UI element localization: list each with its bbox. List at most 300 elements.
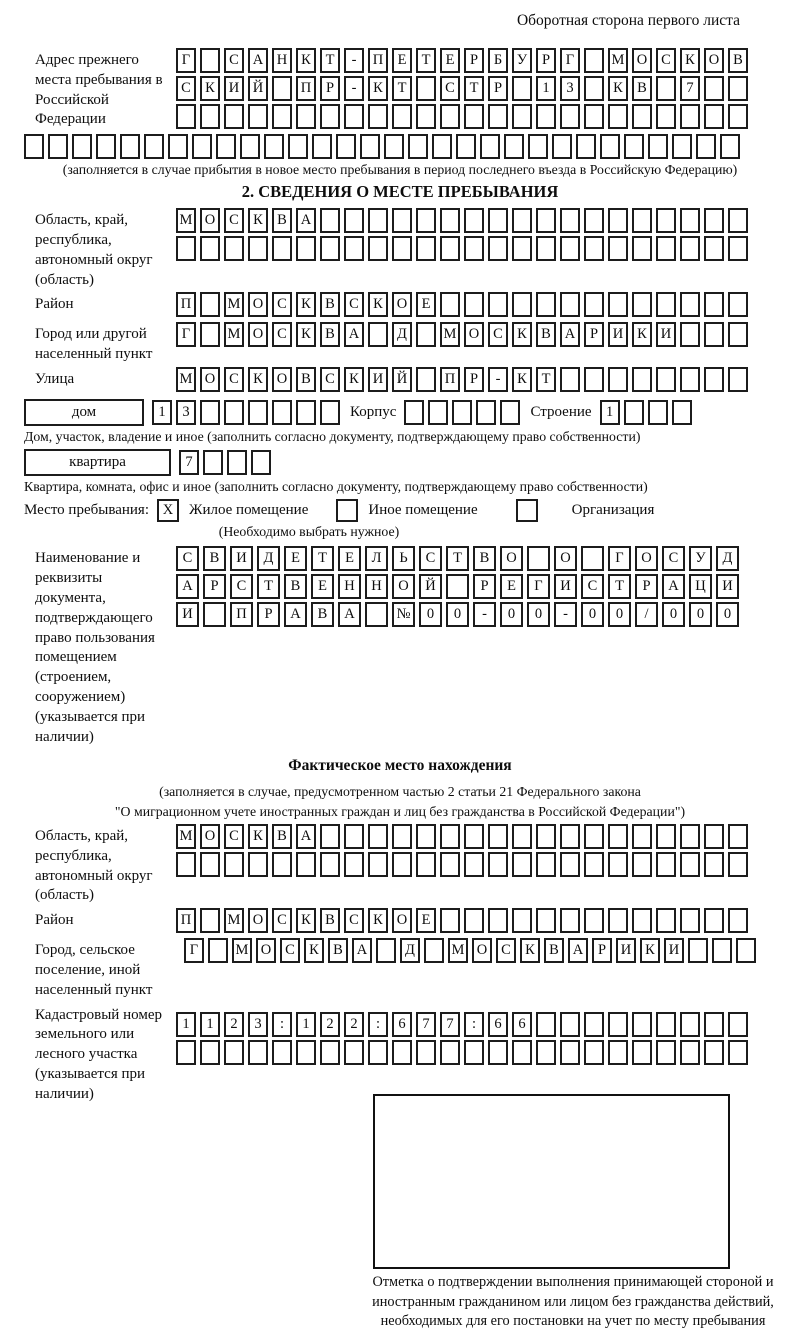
char-box: В <box>320 292 340 317</box>
char-box <box>248 400 268 425</box>
char-box: 7 <box>440 1012 460 1037</box>
char-box <box>488 908 508 933</box>
char-box: О <box>464 322 484 347</box>
char-box <box>560 208 580 233</box>
char-box: П <box>368 48 388 73</box>
char-box: - <box>554 602 577 627</box>
house-cells <box>152 400 340 425</box>
char-box <box>536 236 556 261</box>
char-box <box>712 938 732 963</box>
char-box: В <box>632 76 652 101</box>
char-box: А <box>248 48 268 73</box>
char-box <box>432 134 452 159</box>
char-box: С <box>272 322 292 347</box>
char-box: Е <box>416 908 436 933</box>
char-box: С <box>224 208 244 233</box>
actual-region-label: Область, край, республика, автономный округ (область) <box>35 827 153 904</box>
document-row-2 <box>176 574 776 599</box>
char-box: Д <box>257 546 280 571</box>
char-box: О <box>200 367 220 392</box>
char-box <box>312 134 332 159</box>
char-box: К <box>248 208 268 233</box>
char-box: В <box>320 322 340 347</box>
char-box <box>320 852 340 877</box>
char-box: С <box>488 322 508 347</box>
char-box <box>720 134 740 159</box>
char-box: Г <box>176 322 196 347</box>
char-box: Г <box>527 574 550 599</box>
char-box <box>584 824 604 849</box>
char-box <box>560 908 580 933</box>
char-box: 0 <box>662 602 685 627</box>
char-box <box>320 236 340 261</box>
char-box: : <box>272 1012 292 1037</box>
char-box <box>656 908 676 933</box>
char-box <box>296 236 316 261</box>
char-box: К <box>368 908 388 933</box>
char-box <box>584 1040 604 1065</box>
char-box: В <box>272 208 292 233</box>
char-box <box>632 1040 652 1065</box>
char-box: К <box>296 48 316 73</box>
char-box: М <box>232 938 252 963</box>
char-box: С <box>419 546 442 571</box>
actual-region-row-2 <box>176 852 776 877</box>
char-box <box>203 450 223 475</box>
char-box <box>584 76 604 101</box>
char-box: Р <box>320 76 340 101</box>
char-box: Т <box>416 48 436 73</box>
char-box <box>404 400 424 425</box>
char-box <box>704 322 724 347</box>
char-box: Д <box>392 322 412 347</box>
char-box <box>200 236 220 261</box>
char-box: 0 <box>419 602 442 627</box>
char-box <box>416 852 436 877</box>
char-box <box>440 292 460 317</box>
street-label: Улица <box>35 371 75 388</box>
char-box <box>608 852 628 877</box>
char-box: П <box>176 292 196 317</box>
char-box <box>264 134 284 159</box>
char-box <box>296 852 316 877</box>
char-box: 1 <box>536 76 556 101</box>
prev-address-row-4 <box>24 134 776 159</box>
char-box <box>203 602 226 627</box>
char-box: И <box>656 322 676 347</box>
char-box: 0 <box>581 602 604 627</box>
stamp-caption: Отметка о подтверждении выполнения принимающей стороной и иностранным гражданином или лицом без гражданства действий, необходимых для его постановки на учет по месту пребывания <box>372 1274 774 1330</box>
char-box <box>360 134 380 159</box>
char-box: М <box>176 824 196 849</box>
char-box: Р <box>584 322 604 347</box>
char-box <box>608 292 628 317</box>
char-box <box>632 292 652 317</box>
char-box: К <box>296 322 316 347</box>
actual-city-row <box>184 938 756 963</box>
char-box <box>224 1040 244 1065</box>
region-label: Область, край, республика, автономный округ (область) <box>35 212 153 288</box>
char-box <box>584 908 604 933</box>
char-box <box>200 322 220 347</box>
char-box: - <box>344 76 364 101</box>
char-box <box>680 908 700 933</box>
char-box <box>240 134 260 159</box>
char-box: В <box>203 546 226 571</box>
checkbox-organization <box>516 499 538 522</box>
char-box <box>648 134 668 159</box>
stroenie-cells <box>600 400 692 425</box>
char-box: С <box>224 48 244 73</box>
option-other-premises-label: Иное помещение <box>368 502 478 519</box>
actual-location-note-2: "О миграционном учете иностранных граждан и лиц без гражданства в Российской Федерации") <box>114 803 686 819</box>
char-box <box>488 292 508 317</box>
document-block <box>24 546 776 747</box>
char-box: К <box>296 292 316 317</box>
street-block <box>24 367 776 395</box>
char-box <box>632 236 652 261</box>
char-box <box>464 292 484 317</box>
char-box <box>512 908 532 933</box>
region-row-1 <box>176 208 776 233</box>
char-box <box>512 292 532 317</box>
char-box: 1 <box>296 1012 316 1037</box>
char-box <box>476 400 496 425</box>
char-box <box>584 1012 604 1037</box>
char-box <box>656 208 676 233</box>
char-box: А <box>560 322 580 347</box>
char-box <box>365 602 388 627</box>
char-box <box>144 134 164 159</box>
char-box <box>440 908 460 933</box>
char-box <box>224 852 244 877</box>
char-box: Г <box>560 48 580 73</box>
char-box: П <box>440 367 460 392</box>
char-box: Н <box>365 574 388 599</box>
char-box: С <box>224 367 244 392</box>
char-box <box>176 1040 196 1065</box>
char-box <box>632 908 652 933</box>
char-box: П <box>230 602 253 627</box>
char-box: В <box>272 824 292 849</box>
city-block <box>24 322 776 365</box>
char-box <box>560 852 580 877</box>
char-box <box>728 1040 748 1065</box>
char-box: И <box>224 76 244 101</box>
actual-region-block <box>24 824 776 906</box>
char-box <box>296 104 316 129</box>
char-box: В <box>473 546 496 571</box>
char-box <box>272 236 292 261</box>
apartment-row <box>24 449 776 476</box>
char-box: 1 <box>176 1012 196 1037</box>
char-box: К <box>512 367 532 392</box>
char-box <box>248 1040 268 1065</box>
char-box <box>680 1040 700 1065</box>
char-box <box>680 367 700 392</box>
char-box: С <box>280 938 300 963</box>
char-box: Ц <box>689 574 712 599</box>
char-box: К <box>640 938 660 963</box>
char-box <box>368 322 388 347</box>
option-residential-label: Жилое помещение <box>189 502 309 519</box>
char-box <box>728 322 748 347</box>
char-box <box>272 400 292 425</box>
char-box <box>440 1040 460 1065</box>
char-box <box>656 236 676 261</box>
char-box <box>464 236 484 261</box>
char-box: М <box>608 48 628 73</box>
char-box: Е <box>338 546 361 571</box>
char-box <box>192 134 212 159</box>
document-row-1 <box>176 546 776 571</box>
char-box <box>272 76 292 101</box>
stroenie-label: Строение <box>530 404 592 421</box>
char-box: Т <box>392 76 412 101</box>
char-box: 0 <box>527 602 550 627</box>
char-box <box>416 208 436 233</box>
char-box: О <box>632 48 652 73</box>
char-box <box>224 400 244 425</box>
char-box: К <box>680 48 700 73</box>
char-box: Д <box>716 546 739 571</box>
char-box <box>656 367 676 392</box>
char-box <box>728 1012 748 1037</box>
prev-address-note: (заполняется в случае прибытия в новое место пребывания в период последнего въезда в Российскую Федерацию) <box>62 162 738 177</box>
prev-address-block <box>24 48 776 132</box>
char-box: О <box>392 574 415 599</box>
char-box <box>704 76 724 101</box>
char-box: 0 <box>716 602 739 627</box>
char-box <box>584 48 604 73</box>
char-box <box>704 236 724 261</box>
char-box <box>464 824 484 849</box>
char-box: Й <box>419 574 442 599</box>
char-box <box>488 208 508 233</box>
char-box <box>227 450 247 475</box>
char-box: В <box>296 367 316 392</box>
region-grid <box>176 208 776 264</box>
char-box <box>680 322 700 347</box>
district-block <box>24 292 776 320</box>
prev-address-row-1 <box>176 48 776 73</box>
char-box <box>440 852 460 877</box>
char-box: С <box>344 292 364 317</box>
char-box: К <box>200 76 220 101</box>
char-box: Р <box>464 367 484 392</box>
char-box <box>632 824 652 849</box>
char-box <box>384 134 404 159</box>
char-box: К <box>304 938 324 963</box>
char-box: Р <box>203 574 226 599</box>
char-box: С <box>176 546 199 571</box>
char-box <box>672 134 692 159</box>
char-box <box>392 104 412 129</box>
char-box <box>536 824 556 849</box>
char-box: И <box>608 322 628 347</box>
actual-region-grid <box>176 824 776 880</box>
char-box <box>560 292 580 317</box>
char-box: У <box>512 48 532 73</box>
char-box: Р <box>536 48 556 73</box>
char-box: 2 <box>344 1012 364 1037</box>
char-box: Т <box>464 76 484 101</box>
char-box: 7 <box>179 450 199 475</box>
char-box <box>464 852 484 877</box>
char-box: 2 <box>224 1012 244 1037</box>
actual-district-row <box>176 908 748 933</box>
char-box <box>680 824 700 849</box>
char-box: Е <box>500 574 523 599</box>
checkbox-residential: X <box>157 499 179 522</box>
char-box <box>440 208 460 233</box>
char-box <box>416 1040 436 1065</box>
char-box: 1 <box>200 1012 220 1037</box>
char-box <box>728 208 748 233</box>
char-box <box>608 908 628 933</box>
cadastral-grid <box>176 1003 776 1068</box>
house-note: Дом, участок, владение и иное (заполнить согласно документу, подтверждающему право собственности) <box>24 429 641 445</box>
char-box <box>456 134 476 159</box>
char-box <box>624 400 644 425</box>
document-grid <box>176 546 776 630</box>
region-row-2 <box>176 236 776 261</box>
char-box <box>632 104 652 129</box>
char-box <box>488 1040 508 1065</box>
char-box: 0 <box>500 602 523 627</box>
char-box <box>560 236 580 261</box>
char-box <box>416 236 436 261</box>
char-box: М <box>224 322 244 347</box>
char-box: 7 <box>416 1012 436 1037</box>
district-row <box>176 292 748 317</box>
char-box <box>632 852 652 877</box>
char-box: О <box>472 938 492 963</box>
char-box <box>656 104 676 129</box>
char-box <box>251 450 271 475</box>
char-box: : <box>368 1012 388 1037</box>
char-box: Т <box>446 546 469 571</box>
char-box <box>296 1040 316 1065</box>
char-box: / <box>635 602 658 627</box>
char-box: А <box>344 322 364 347</box>
char-box <box>584 208 604 233</box>
char-box <box>368 1040 388 1065</box>
char-box: А <box>284 602 307 627</box>
apartment-cells <box>179 450 271 475</box>
char-box <box>704 852 724 877</box>
char-box <box>392 824 412 849</box>
char-box: И <box>230 546 253 571</box>
char-box <box>320 824 340 849</box>
option-organization-label: Организация <box>571 502 655 519</box>
char-box <box>608 208 628 233</box>
char-box: Т <box>536 367 556 392</box>
char-box <box>728 908 748 933</box>
char-box <box>392 236 412 261</box>
char-box: О <box>704 48 724 73</box>
char-box <box>560 104 580 129</box>
char-box: К <box>344 367 364 392</box>
char-box <box>584 292 604 317</box>
char-box <box>584 367 604 392</box>
char-box <box>728 367 748 392</box>
char-box <box>200 104 220 129</box>
char-box: П <box>176 908 196 933</box>
char-box <box>272 852 292 877</box>
char-box: О <box>256 938 276 963</box>
char-box <box>464 908 484 933</box>
char-box <box>632 1012 652 1037</box>
char-box <box>416 76 436 101</box>
char-box: Т <box>311 546 334 571</box>
char-box: 2 <box>320 1012 340 1037</box>
char-box: И <box>176 602 199 627</box>
char-box: № <box>392 602 415 627</box>
char-box: Г <box>608 546 631 571</box>
char-box <box>446 574 469 599</box>
char-box <box>536 908 556 933</box>
char-box: А <box>662 574 685 599</box>
char-box <box>608 236 628 261</box>
char-box <box>704 1040 724 1065</box>
char-box <box>656 1012 676 1037</box>
char-box: О <box>392 908 412 933</box>
char-box <box>581 546 604 571</box>
char-box <box>96 134 116 159</box>
char-box: 3 <box>176 400 196 425</box>
char-box: Р <box>592 938 612 963</box>
char-box <box>392 1040 412 1065</box>
char-box: К <box>368 76 388 101</box>
char-box: С <box>656 48 676 73</box>
char-box: К <box>248 824 268 849</box>
apartment-widebox: квартира <box>24 449 171 476</box>
korpus-cells <box>404 400 520 425</box>
char-box: - <box>488 367 508 392</box>
prev-address-grid <box>176 48 776 132</box>
house-widebox: дом <box>24 399 144 426</box>
char-box: С <box>662 546 685 571</box>
cadastral-row-2 <box>176 1040 776 1065</box>
char-box: А <box>352 938 372 963</box>
char-box: О <box>200 824 220 849</box>
char-box: С <box>344 908 364 933</box>
char-box: 6 <box>512 1012 532 1037</box>
char-box <box>728 292 748 317</box>
char-box <box>440 824 460 849</box>
char-box <box>536 852 556 877</box>
char-box <box>488 852 508 877</box>
char-box: К <box>608 76 628 101</box>
char-box <box>608 1040 628 1065</box>
char-box: К <box>368 292 388 317</box>
char-box: Д <box>400 938 420 963</box>
char-box: 3 <box>560 76 580 101</box>
char-box <box>336 134 356 159</box>
char-box <box>672 400 692 425</box>
char-box <box>608 1012 628 1037</box>
stay-type-label: Место пребывания: <box>24 502 149 519</box>
char-box: С <box>230 574 253 599</box>
char-box: В <box>284 574 307 599</box>
char-box <box>584 104 604 129</box>
char-box: П <box>296 76 316 101</box>
char-box: В <box>328 938 348 963</box>
char-box: Е <box>416 292 436 317</box>
char-box: 0 <box>446 602 469 627</box>
char-box: М <box>224 908 244 933</box>
